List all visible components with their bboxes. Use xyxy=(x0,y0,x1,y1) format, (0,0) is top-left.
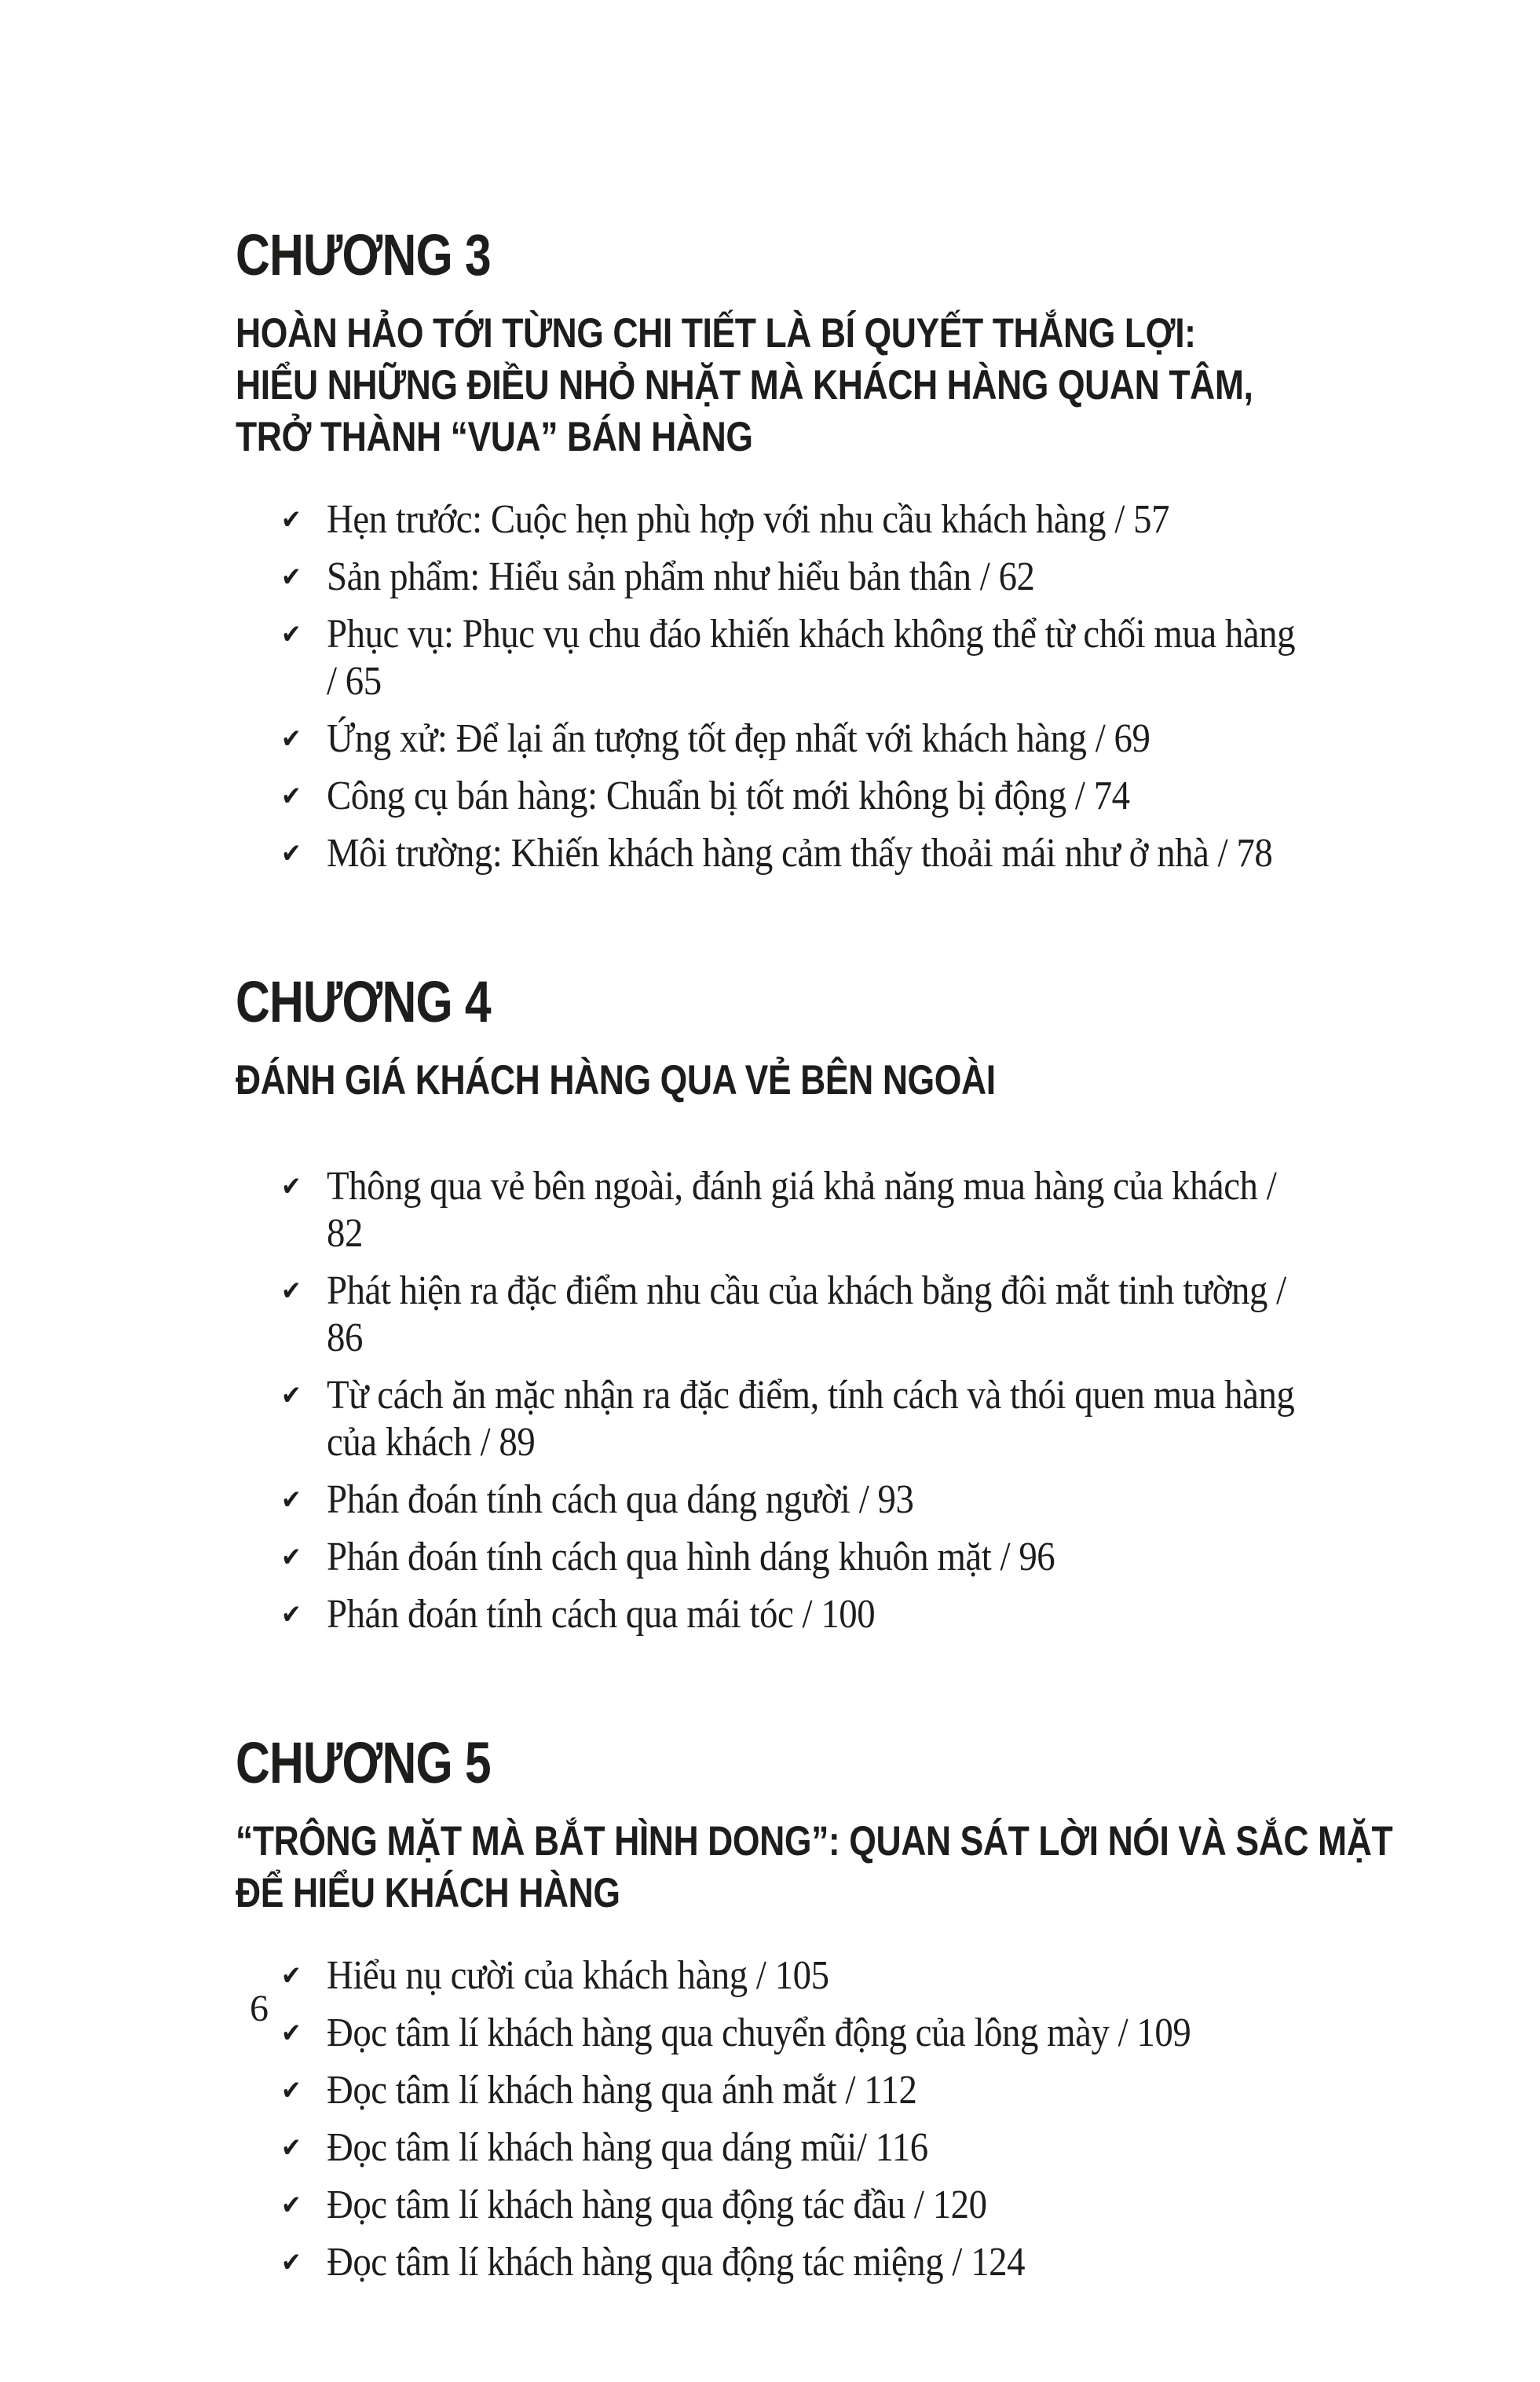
chapter-subtitle-line: HIỂU NHỮNG ĐIỀU NHỎ NHẶT MÀ KHÁCH HÀNG QUAN TÂM, xyxy=(236,362,1253,408)
checkmark-icon: ✔ xyxy=(281,723,302,755)
toc-entry xyxy=(281,2010,1414,2057)
page-number: 6 xyxy=(250,1988,269,2029)
checkmark-icon: ✔ xyxy=(281,1380,302,1411)
chapter-title: CHƯƠNG 3 xyxy=(236,222,491,287)
checkmark-icon: ✔ xyxy=(281,838,302,869)
checkmark-icon: ✔ xyxy=(281,2075,302,2106)
checkmark-icon: ✔ xyxy=(281,781,302,812)
chapter-title: CHƯƠNG 4 xyxy=(236,969,491,1034)
chapter-item-list xyxy=(236,496,1414,877)
toc-entry xyxy=(281,554,1414,601)
toc-entry xyxy=(281,2124,1414,2172)
toc-entry xyxy=(281,830,1414,877)
toc-entry-text: Đọc tâm lí khách hàng qua dáng mũi/ 116 xyxy=(327,2125,928,2170)
toc-entry xyxy=(281,496,1414,543)
toc-entry-text: Phục vụ: Phục vụ chu đáo khiến khách không thể từ chối mua hàng / 65 xyxy=(327,612,1296,704)
checkmark-icon: ✔ xyxy=(281,2190,302,2221)
checkmark-icon: ✔ xyxy=(281,1171,302,1202)
toc-entry-text: Môi trường: Khiến khách hàng cảm thấy thoải mái như ở nhà / 78 xyxy=(327,831,1273,876)
toc-entry xyxy=(281,1372,1414,1466)
checkmark-icon: ✔ xyxy=(281,2132,302,2164)
toc-chapters xyxy=(236,222,1414,2382)
toc-entry-text: Hẹn trước: Cuộc hẹn phù hợp với nhu cầu khách hàng / 57 xyxy=(327,497,1170,542)
toc-entry xyxy=(281,1476,1414,1524)
toc-entry-text: Phán đoán tính cách qua dáng người / 93 xyxy=(327,1477,914,1522)
chapter-section xyxy=(236,222,1414,877)
chapter-section xyxy=(236,1730,1414,2286)
checkmark-icon: ✔ xyxy=(281,2018,302,2049)
chapter-section xyxy=(236,969,1414,1638)
toc-entry-text: Đọc tâm lí khách hàng qua ánh mắt / 112 xyxy=(327,2068,917,2113)
chapter-title: CHƯƠNG 5 xyxy=(236,1730,491,1795)
toc-entry-text: Công cụ bán hàng: Chuẩn bị tốt mới không bị động / 74 xyxy=(327,774,1130,818)
toc-entry-text: Ứng xử: Để lại ấn tượng tốt đẹp nhất với khách hàng / 69 xyxy=(327,716,1150,761)
toc-entry xyxy=(281,2182,1414,2229)
toc-entry-text: Đọc tâm lí khách hàng qua động tác miệng / 124 xyxy=(327,2240,1026,2285)
chapter-subtitle xyxy=(236,1055,1414,1107)
checkmark-icon: ✔ xyxy=(281,1484,302,1516)
chapter-subtitle-line: HOÀN HẢO TỚI TỪNG CHI TIẾT LÀ BÍ QUYẾT THẮNG LỢI: xyxy=(236,310,1196,357)
toc-entry-text: Đọc tâm lí khách hàng qua động tác đầu / 120 xyxy=(327,2183,987,2227)
chapter-subtitle-line: ĐỂ HIỂU KHÁCH HÀNG xyxy=(236,1870,620,1916)
chapter-subtitle xyxy=(236,308,1414,463)
chapter-subtitle xyxy=(236,1816,1414,1919)
checkmark-icon: ✔ xyxy=(281,619,302,650)
toc-entry xyxy=(281,1268,1414,1362)
chapter-item-list xyxy=(236,1952,1414,2286)
checkmark-icon: ✔ xyxy=(281,1542,302,1573)
chapter-subtitle-line: TRỞ THÀNH “VUA” BÁN HÀNG xyxy=(236,414,753,460)
toc-entry-text: Từ cách ăn mặc nhận ra đặc điểm, tính cách và thói quen mua hàng của khách / 89 xyxy=(327,1373,1295,1465)
checkmark-icon: ✔ xyxy=(281,504,302,536)
toc-entry xyxy=(281,1534,1414,1581)
chapter-subtitle-line: ĐÁNH GIÁ KHÁCH HÀNG QUA VẺ BÊN NGOÀI xyxy=(236,1057,996,1103)
chapter-item-list xyxy=(236,1163,1414,1638)
toc-entry-text: Phán đoán tính cách qua mái tóc / 100 xyxy=(327,1592,876,1637)
toc-entry xyxy=(281,773,1414,820)
toc-entry-text: Sản phẩm: Hiểu sản phẩm như hiểu bản thân / 62 xyxy=(327,554,1035,599)
checkmark-icon: ✔ xyxy=(281,1275,302,1307)
toc-entry xyxy=(281,715,1414,763)
toc-entry xyxy=(281,2067,1414,2114)
toc-entry xyxy=(281,611,1414,705)
toc-entry-text: Thông qua vẻ bên ngoài, đánh giá khả năng mua hàng của khách / 82 xyxy=(327,1164,1277,1256)
toc-entry xyxy=(281,1163,1414,1257)
toc-entry-text: Hiểu nụ cười của khách hàng / 105 xyxy=(327,1953,829,1998)
toc-entry-text: Phán đoán tính cách qua hình dáng khuôn mặt / 96 xyxy=(327,1535,1055,1579)
checkmark-icon: ✔ xyxy=(281,562,302,593)
toc-entry xyxy=(281,1952,1414,2000)
toc-entry xyxy=(281,1591,1414,1638)
checkmark-icon: ✔ xyxy=(281,1599,302,1630)
checkmark-icon: ✔ xyxy=(281,1960,302,1992)
toc-entry-text: Phát hiện ra đặc điểm nhu cầu của khách bằng đôi mắt tinh tường / 86 xyxy=(327,1268,1286,1360)
toc-entry-text: Đọc tâm lí khách hàng qua chuyển động của lông mày / 109 xyxy=(327,2011,1191,2055)
chapter-subtitle-line: “TRÔNG MẶT MÀ BẮT HÌNH DONG”: QUAN SÁT LỜI NÓI VÀ SẮC MẶT xyxy=(236,1818,1393,1864)
checkmark-icon: ✔ xyxy=(281,2247,302,2278)
toc-entry xyxy=(281,2239,1414,2286)
